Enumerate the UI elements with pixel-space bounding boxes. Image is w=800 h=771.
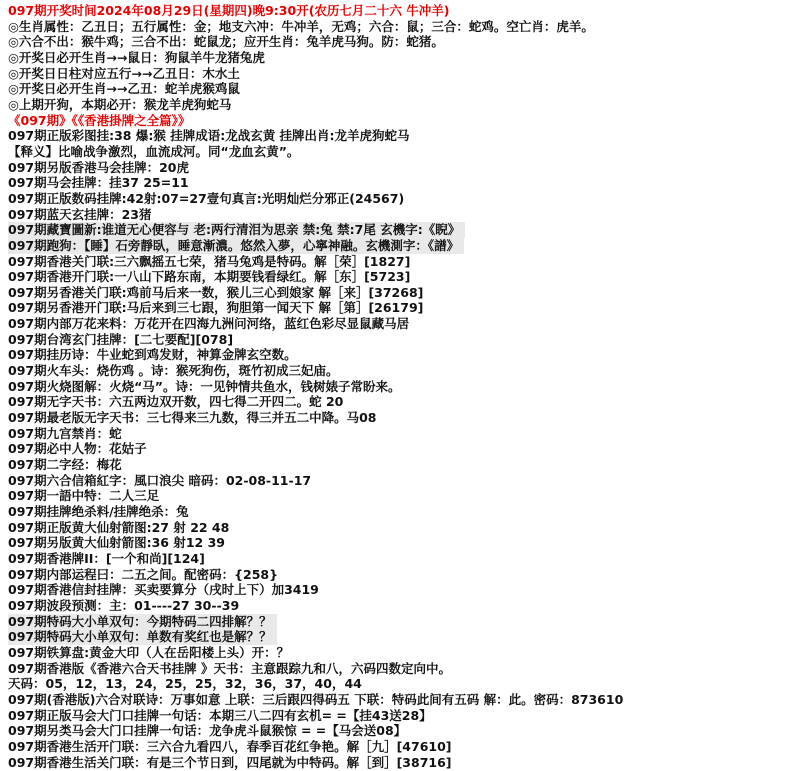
text-line-1: 097期开奖时间2024年08月29日(星期四)晚9:30开(农历七月二十六 牛冲羊) <box>8 3 450 18</box>
text-line-20: 097期另香港开门联:马后来到三七跟，狗胆第一闻天下 解［第］[26179] <box>8 300 424 316</box>
text-line-39: 097期波段预测：主：01----27 30--39 <box>8 597 240 613</box>
text-line-46: 097期正版马会大门口挂牌一句话：本期三八二四有玄机= =【挂43送28】 <box>8 707 432 723</box>
text-line-5: ◎开奖日日柱对应五行→→乙丑日：木水土 <box>8 65 240 81</box>
text-line-11: 097期另版香港马会挂牌：20虎 <box>8 159 189 175</box>
text-line-43: 097期香港版《香港六合天书挂牌 》天书：主意跟踪九和八，六码四数定向中。 <box>8 660 451 676</box>
text-line-32: 097期一語中特：二人三足 <box>8 488 160 504</box>
text-line-40: 097期特码大小单双句：今期特码二四排解？？ <box>8 614 277 630</box>
text-line-18: 097期香港开门联:一八山下路东南，本期要钱看绿红。解［东］[5723] <box>8 269 411 285</box>
text-line-29: 097期必中人物：花姑子 <box>8 441 147 457</box>
text-line-45: 097期(香港版)六合对联诗：万事如意 上联：三后跟四得码五 下联：特码此间有五码 解：此。密码：873610 <box>8 691 624 707</box>
text-line-7: ◎上期开狗，本期必开：猴龙羊虎狗蛇马 <box>8 96 232 112</box>
text-line-15: 097期藏寶圖新:谁道无心便容与 老:两行清泪为思亲 禁:兔 禁:7尾 玄機字:《睨》 <box>8 222 465 238</box>
text-line-47: 097期另类马会大门口挂牌一句话：龙争虎斗鼠猴惊 = =【马会送08】 <box>8 723 407 739</box>
text-line-35: 097期另版黄大仙射箭图:36 射12 39 <box>8 535 225 551</box>
text-line-6: ◎开奖日必开生肖→→乙丑：蛇羊虎猴鸡鼠 <box>8 81 240 97</box>
text-line-23: 097期挂历诗：牛业蛇到鸡发财，神算金牌玄空数。 <box>8 347 297 363</box>
text-line-17: 097期香港关门联:三六飘摇五七荣，猪马兔鸡是特码。解［荣］[1827] <box>8 253 411 269</box>
text-line-30: 097期二字经：梅花 <box>8 457 122 473</box>
text-line-48: 097期香港生活开门联：三六合九看四八，春季百花红争艳。解［九］[47610] <box>8 738 452 754</box>
text-line-37: 097期内部运程曰：二五之间。配密码：{258} <box>8 566 278 582</box>
line-list <box>8 3 800 770</box>
text-line-12: 097期马会挂牌：挂37 25=11 <box>8 175 189 191</box>
text-line-31: 097期六合信箱紅字：風口浪尖 暗码：02-08-11-17 <box>8 472 312 488</box>
text-line-9: 097期正版彩图挂:38 爆:猴 挂牌成语:龙战玄黄 挂牌出肖:龙羊虎狗蛇马 <box>8 128 410 144</box>
text-line-44: 天码：05，12，13，24，25，25，32，36，37，40，44 <box>8 676 362 692</box>
text-line-25: 097期火烧图解：火烧“马”。诗：一见钟情共鱼水，钱树婊子常盼来。 <box>8 378 401 394</box>
text-line-14: 097期蓝天玄挂牌：23猪 <box>8 206 152 222</box>
text-line-36: 097期香港牌II：[一个和尚][124] <box>8 550 205 566</box>
text-line-2: ◎生肖属性：乙丑日；五行属性：金；地支六冲：牛冲羊，无鸡；六合：鼠；三合：蛇鸡。空亡肖：虎羊。 <box>8 18 594 34</box>
text-line-19: 097期另香港关门联:鸡前马后来一数，猴儿三心到娘家 解［来］[37268] <box>8 284 424 300</box>
text-line-10: 【释义】比喻战争激烈，血流成河。同“龙血玄黄”。 <box>8 143 300 159</box>
text-line-3: ◎六合不出：猴牛鸡；三合不出：蛇鼠龙；应开生肖：兔羊虎马狗。防：蛇猪。 <box>8 34 444 50</box>
text-line-13: 097期正版数码挂牌:42射:07=27壹句真言:光明灿烂分邪正(24567) <box>8 190 405 206</box>
text-line-38: 097期香港信封挂牌：买卖要算分（戌时上下）加3419 <box>8 582 319 598</box>
text-line-21: 097期内部万花来料：万花开在四海九洲问河络，蓝红色彩尽显鼠藏马居 <box>8 316 410 332</box>
text-line-24: 097期火车头：烧伤鸡 。诗：猴死狗伤，斑竹初成三妃庙。 <box>8 363 339 379</box>
text-line-27: 097期最老版无字天书：三七得来三九数，得三并五二中降。马08 <box>8 410 377 426</box>
text-line-4: ◎开奖日必开生肖→→鼠日：狗鼠羊牛龙猪兔虎 <box>8 49 265 65</box>
text-line-8: 《097期》《《香港掛牌之全篇》》 <box>8 112 191 128</box>
text-line-49: 097期香港生活关门联：有是三个节日到，四尾就为中特码。解［到］[38716] <box>8 754 452 770</box>
text-line-22: 097期台湾玄门挂牌：[二七要配][078] <box>8 331 234 347</box>
text-line-16: 097期跑狗：【睡】石旁靜臥，睡意漸濃。悠然入夢，心寧神融。玄機測字：《譜》 <box>8 238 464 254</box>
text-line-28: 097期九宫禁肖：蛇 <box>8 425 122 441</box>
text-line-26: 097期无字天书：六五两边双开数，四七得二开四二。蛇 20 <box>8 394 344 410</box>
text-line-34: 097期正版黄大仙射箭图:27 射 22 48 <box>8 519 230 535</box>
text-line-41: 097期特码大小单双句：单数有奖红也是解？？ <box>8 629 277 645</box>
text-line-42: 097期铁算盘:黄金大印（人在岳阳楼上头）开：？ <box>8 644 290 660</box>
text-line-33: 097期挂牌绝杀料/挂牌绝杀：兔 <box>8 504 189 519</box>
